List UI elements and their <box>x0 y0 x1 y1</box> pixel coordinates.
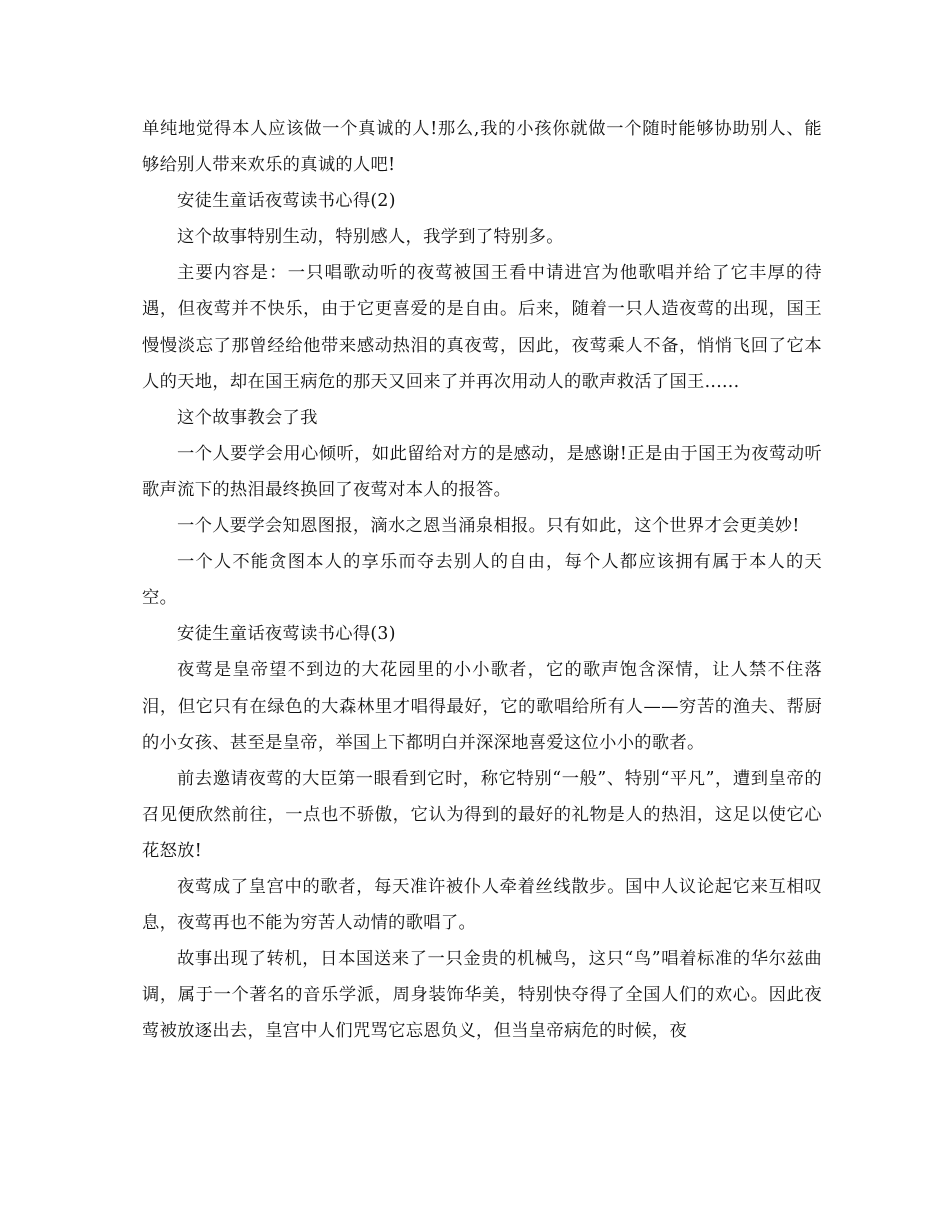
paragraph: 前去邀请夜莺的大臣第一眼看到它时，称它特别“一般”、特别“平凡”，遭到皇帝的召见便欣然前往，一点也不骄傲，它认为得到的最好的礼物是人的热泪，这足以使它心花怒放! <box>142 768 822 861</box>
paragraph: 这个故事教会了我 <box>177 407 318 428</box>
section-heading: 安徒生童话夜莺读书心得(3) <box>177 624 396 645</box>
paragraph: 夜莺是皇帝望不到边的大花园里的小小歌者，它的歌声饱含深情，让人禁不住落泪，但它只有在绿色的大森林里才唱得最好，它的歌唱给所有人——穷苦的渔夫、帮厨的小女孩、甚至是皇帝，举国上下都明白并深深地喜爱这位小小的歌者。 <box>142 660 822 753</box>
section-heading: 安徒生童话夜莺读书心得(2) <box>177 191 396 212</box>
paragraph: 故事出现了转机，日本国送来了一只金贵的机械鸟，这只“鸟”唱着标准的华尔兹曲调，属于一个著名的音乐学派，周身装饰华美，特别快夺得了全国人们的欢心。因此夜莺被放逐出去，皇宫中人们咒骂它忘恩负义，但当皇帝病危的时候，夜 <box>142 949 822 1042</box>
document-body <box>142 111 822 1049</box>
paragraph: 主要内容是：一只唱歌动听的夜莺被国王看中请进宫为他歌唱并给了它丰厚的待遇，但夜莺并不快乐，由于它更喜爱的是自由。后来，随着一只人造夜莺的出现，国王慢慢淡忘了那曾经给他带来感动热泪的真夜莺，因此，夜莺乘人不备，悄悄飞回了它本人的天地，却在国王病危的那天又回来了并再次用动人的歌声救活了国王...... <box>142 263 822 392</box>
paragraph: 一个人不能贪图本人的享乐而夺去别人的自由，每个人都应该拥有属于本人的天空。 <box>142 552 822 609</box>
paragraph: 这个故事特别生动，特别感人，我学到了特别多。 <box>177 227 564 248</box>
paragraph: 单纯地觉得本人应该做一个真诚的人!那么,我的小孩你就做一个随时能够协助别人、能够给别人带来欢乐的真诚的人吧! <box>142 119 822 176</box>
paragraph: 夜莺成了皇宫中的歌者，每天准许被仆人牵着丝线散步。国中人议论起它来互相叹息，夜莺再也不能为穷苦人动情的歌唱了。 <box>142 876 822 934</box>
paragraph: 一个人要学会用心倾听，如此留给对方的是感动，是感谢!正是由于国王为夜莺动听歌声流下的热泪最终换回了夜莺对本人的报答。 <box>142 443 822 500</box>
paragraph: 一个人要学会知恩图报，滴水之恩当涌泉相报。只有如此，这个世界才会更美妙! <box>177 516 800 537</box>
